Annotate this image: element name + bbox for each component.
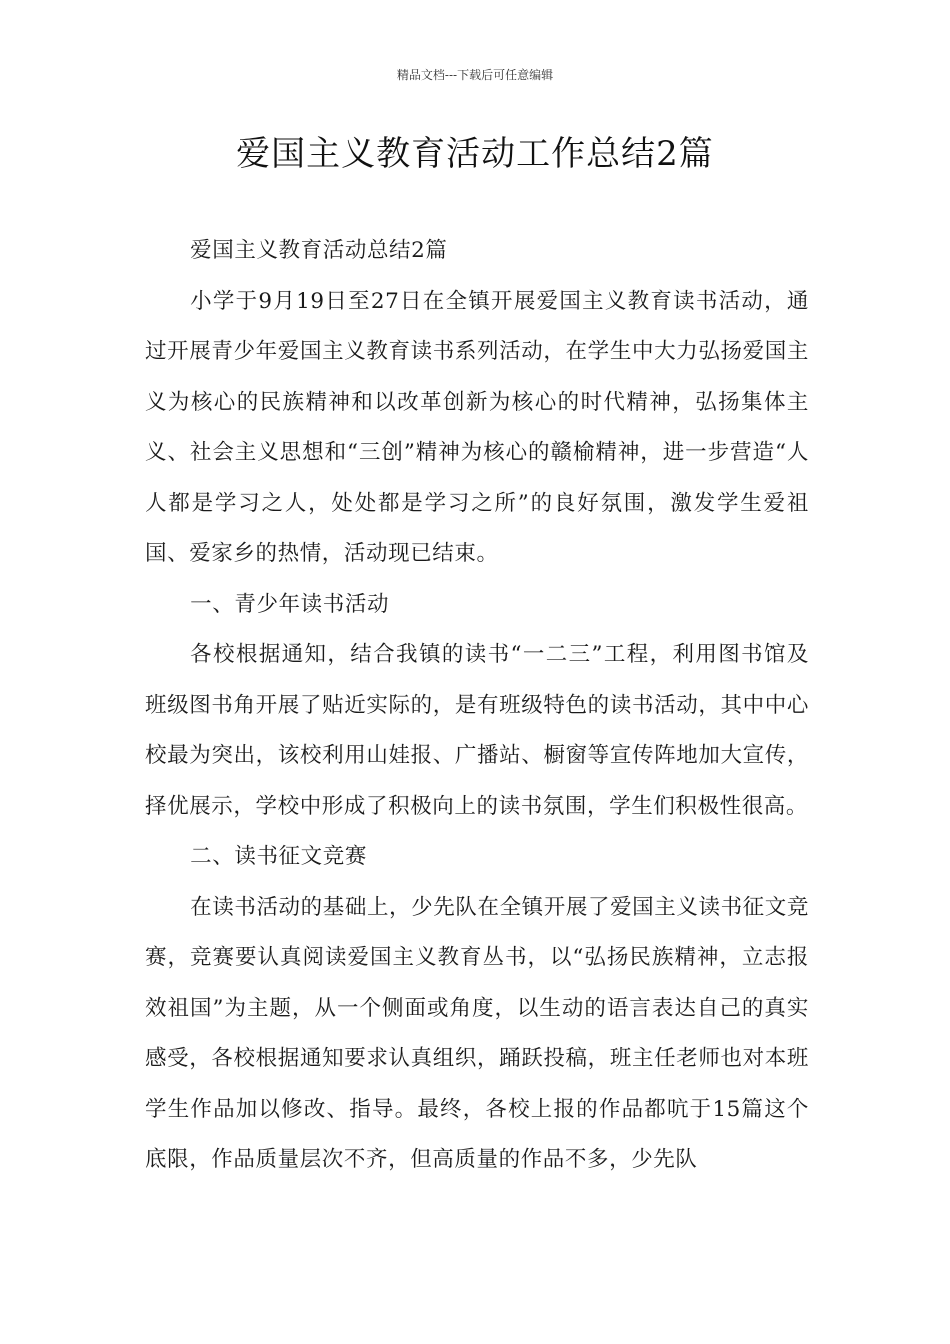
document-title: 爱国主义教育活动工作总结2篇: [236, 134, 714, 174]
body-paragraph: 在读书活动的基础上，少先队在全镇开展了爱国主义读书征文竞赛，竞赛要认真阅读爱国主义教育丛书，以“弘扬民族精神，立志报效祖国”为主题，从一个侧面或角度，以生动的语言表达自己的真实感受，各校根据通知要求认真组织，踊跃投稿，班主任老师也对本班学生作品加以修改、指导。最终，各校上报的作品都吭于15篇这个底限，作品质量层次不齐，但高质量的作品不多，少先队: [145, 894, 809, 1172]
document-body: [145, 226, 809, 1186]
header-note: 精品文档---下载后可任意编辑: [396, 68, 554, 82]
body-paragraph: 各校根据通知，结合我镇的读书“一二三”工程，利用图书馆及班级图书角开展了贴近实际的，是有班级特色的读书活动，其中中心校最为突出，该校利用山娃报、广播站、橱窗等宣传阵地加大宣传，择优展示，学校中形成了积极向上的读书氛围，学生们积极性很高。: [145, 642, 809, 819]
section-heading: 二、读书征文竞赛: [190, 844, 367, 869]
section-heading: 一、青少年读书活动: [190, 591, 390, 617]
body-paragraph: 小学于9月19日至27日在全镇开展爱国主义教育读书活动，通过开展青少年爱国主义教育读书系列活动，在学生中大力弘扬爱国主义为核心的民族精神和以改革创新为核心的时代精神，弘扬集体主义、社会主义思想和“三创”精神为核心的赣榆精神，进一步营造“人人都是学习之人，处处都是学习之所”的良好氛围，激发学生爱祖国、爱家乡的热情，活动现已结束。: [145, 288, 809, 566]
subtitle-paragraph: 爱国主义教育活动总结2篇: [190, 238, 448, 263]
